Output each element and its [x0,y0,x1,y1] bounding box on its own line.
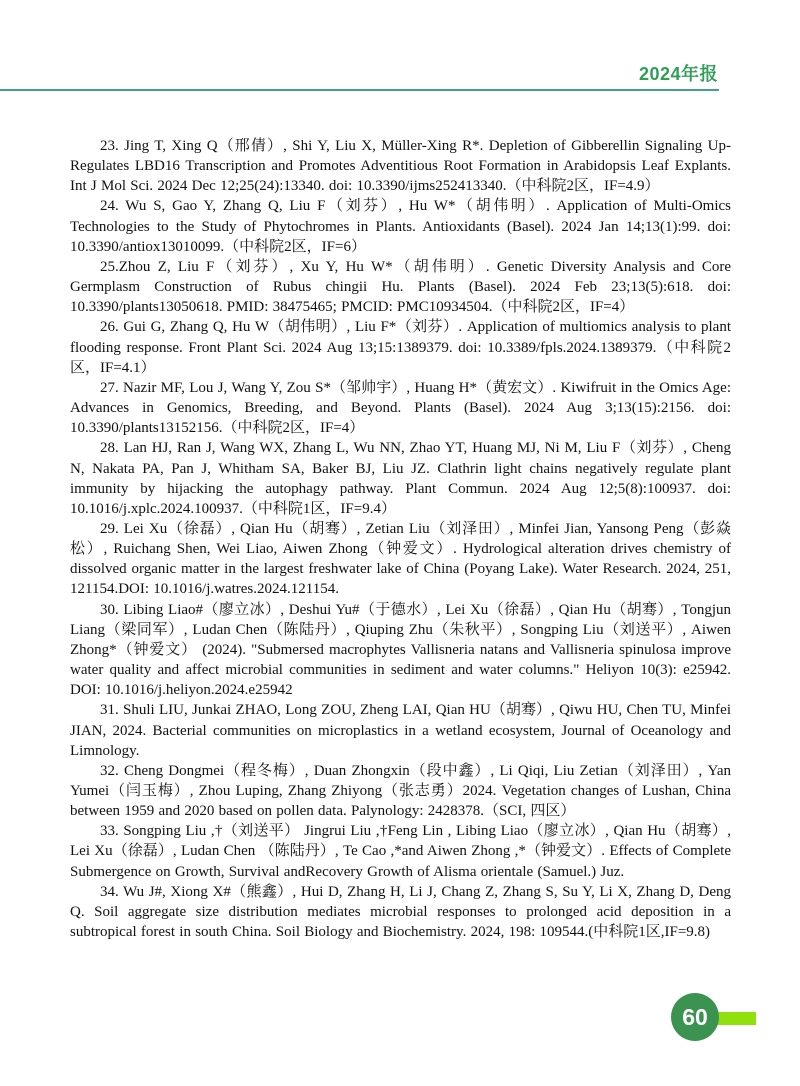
header-divider [0,89,719,91]
page-title: 2024年报 [638,64,718,84]
reference-item: 25.Zhou Z, Liu F（刘芬）, Xu Y, Hu W*（胡伟明）. Genetic Diversity Analysis and Core Germplasm Construction of Rubus chingii Hu. Plants (Basel). 2024 Feb 23;13(5):618. doi: 10.3390/plants13050618. PMID: 38475465; PMCID: PMC10934504.（中科院2区，IF=4） [70,258,731,316]
reference-item: 28. Lan HJ, Ran J, Wang WX, Zhang L, Wu NN, Zhao YT, Huang MJ, Ni M, Liu F（刘芬）, Cheng N, Nakata PA, Pan J, Whitham SA, Baker BJ, Liu JZ. Clathrin light chains negatively regulate plant immunity by hijacking the autophagy pathway. Plant Commun. 2024 Aug 12;5(8):100937. doi: 10.1016/j.xplc.2024.100937.（中科院1区，IF=9.4） [70,440,731,517]
reference-item: 26. Gui G, Zhang Q, Hu W（胡伟明）, Liu F*（刘芬）. Application of multiomics analysis to plant flooding response. Front Plant Sci. 2024 Aug 13;15:1389379. doi: 10.3389/fpls.2024.1389379.（中科院2区，IF=4.1） [70,319,731,376]
references-list [70,136,731,942]
page-number-badge [671,993,719,1041]
reference-item: 24. Wu S, Gao Y, Zhang Q, Liu F（刘芬）, Hu W*（胡伟明）. Application of Multi-Omics Technologies to the Study of Phytochromes in Plants. Antioxidants (Basel). 2024 Jan 14;13(1):99. doi: 10.3390/antiox13010099.（中科院2区，IF=6） [70,198,731,255]
reference-item: 30. Libing Liao#（廖立冰）, Deshui Yu#（于德水）, Lei Xu（徐磊）, Qian Hu（胡骞）, Tongjun Liang（梁同军）, Ludan Chen（陈陆丹）, Qiuping Zhu（朱秋平）, Songping Liu（刘送平）, Aiwen Zhong*（钟爱文） (2024). "Submersed macrophytes Vallisneria natans and Vallisneria spinulosa improve water quality and affect microbial communities in sediment and water columns." Heliyon 10(3): e25942. DOI: 10.1016/j.heliyon.2024.e25942 [70,601,731,699]
reference-item: 23. Jing T, Xing Q（邢倩）, Shi Y, Liu X, Müller-Xing R*. Depletion of Gibberellin Signaling Up-Regulates LBD16 Transcription and Promotes Adventitious Root Formation in Arabidopsis Leaf Explants. Int J Mol Sci. 2024 Dec 12;25(24):13340. doi: 10.3390/ijms252413340.（中科院2区，IF=4.9） [70,138,731,195]
page-number: 60 [682,1003,708,1030]
reference-item: 32. Cheng Dongmei（程冬梅）, Duan Zhongxin（段中鑫）, Li Qiqi, Liu Zetian（刘泽田）, Yan Yumei（闫玉梅）, Zhou Luping, Zhang Zhiyong（张志勇）2024. Vegetation changes of Lushan, China between 1959 and 2020 based on pollen data. Palynology: 2428378.（SCI, 四区） [70,762,731,820]
reference-item: 34. Wu J#, Xiong X#（熊鑫）, Hui D, Zhang H, Li J, Chang Z, Zhang S, Su Y, Li X, Zhang D, Deng Q. Soil aggregate size distribution mediates microbial responses to prolonged acid deposition in a subtropical forest in south China. Soil Biology and Biochemistry. 2024, 198: 109544.(中科院1区,IF=9.8) [70,883,731,941]
reference-item: 31. Shuli LIU, Junkai ZHAO, Long ZOU, Zheng LAI, Qian HU（胡骞）, Qiwu HU, Chen TU, Minfei JIAN, 2024. Bacterial communities on microplastics in a wetland ecosystem, Journal of Oceanology and Limnology. [70,702,731,759]
reference-item: 29. Lei Xu（徐磊）, Qian Hu（胡骞）, Zetian Liu（刘泽田）, Minfei Jian, Yansong Peng（彭焱松）, Ruichang Shen, Wei Liao, Aiwen Zhong（钟爱文）. Hydrological alteration drives chemistry of dissolved organic matter in the largest freshwater lake of China (Poyang Lake). Water Research. 2024, 251, 121154.DOI: 10.1016/j.watres.2024.121154. [70,520,731,598]
reference-item: 27. Nazir MF, Lou J, Wang Y, Zou S*（邹帅宇）, Huang H*（黄宏文）. Kiwifruit in the Omics Age: Advances in Genomics, Breeding, and Beyond. Plants (Basel). 2024 Aug 3;13(15):2156. doi: 10.3390/plants13152156.（中科院2区，IF=4） [70,379,731,437]
reference-item: 33. Songping Liu ,†（刘送平） Jingrui Liu ,†Feng Lin , Libing Liao（廖立冰）, Qian Hu（胡骞）, Lei Xu（徐磊）, Ludan Chen （陈陆丹）, Te Cao ,*and Aiwen Zhong ,*（钟爱文）. Effects of Complete Submergence on Growth, Survival andRecovery Growth of Alisma orientale (Samuel.) Juz. [70,823,731,880]
